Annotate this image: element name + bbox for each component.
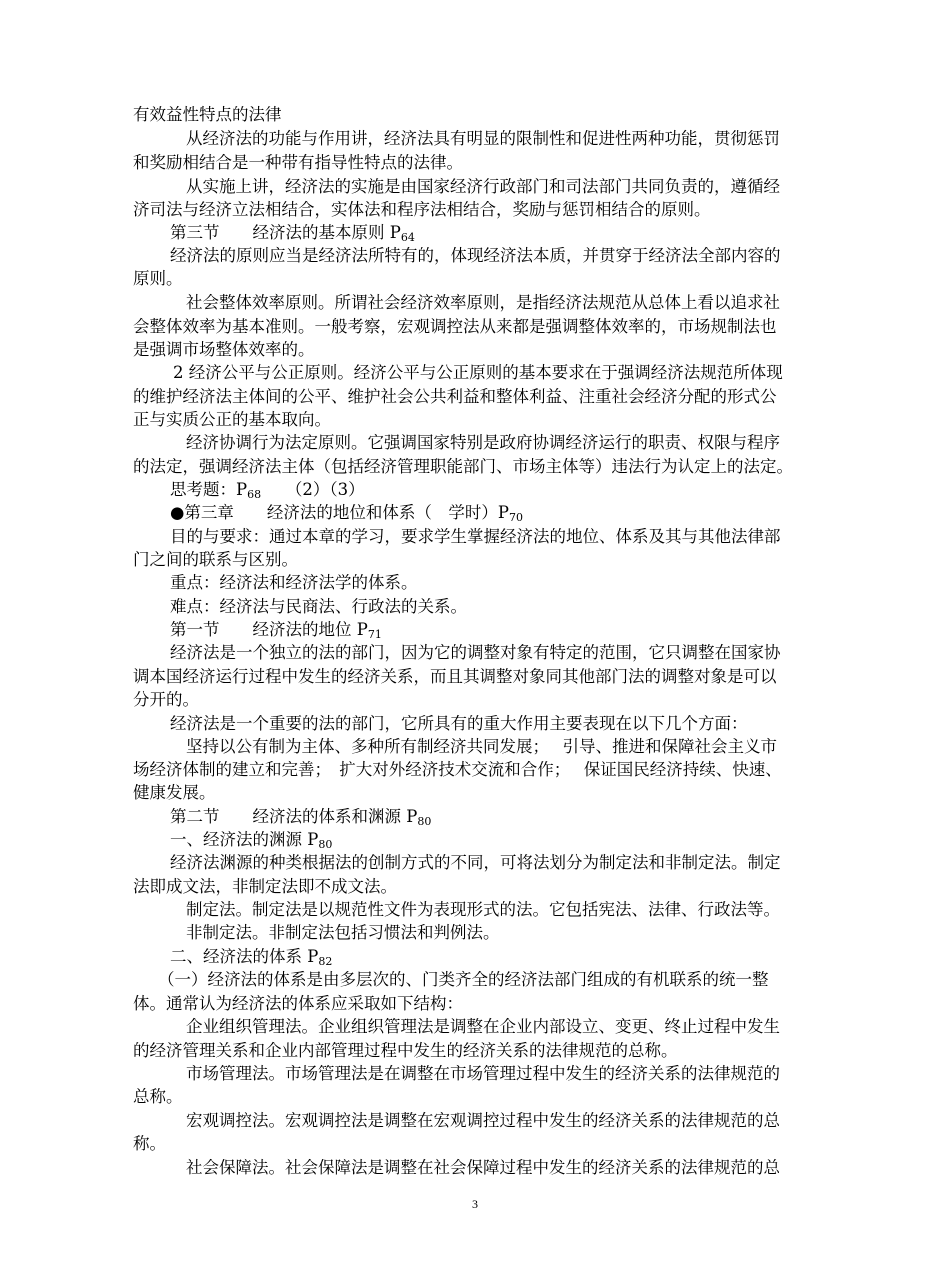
text-line: 场经济体制的建立和完善； 扩大对外经济技术交流和合作； 保证国民经济持续、快速、 [133, 760, 782, 779]
text-line: 是强调市场整体效率的。 [133, 340, 315, 359]
subsection-heading: 二、经济法的体系 $P_{82}$ [170, 947, 333, 968]
subsection-heading: 一、经济法的渊源 $P_{80}$ [170, 830, 333, 851]
text-line: 经济法是一个重要的法的部门，它所具有的重大作用主要表现在以下几个方面： [170, 714, 748, 733]
text-line: 体。通常认为经济法的体系应采取如下结构： [133, 994, 463, 1013]
text-line: 坚持以公有制为主体、多种所有制经济共同发展； 引导、推进和保障社会主义市 [186, 737, 777, 756]
text-line: 会整体效率为基本准则。一般考察，宏观调控法从来都是强调整体效率的，市场规制法也 [133, 317, 777, 336]
text-line: 的维护经济法主体间的公平、维护社会公共利益和整体利益、注重社会经济分配的形式公 [133, 387, 777, 406]
text-line: 企业组织管理法。企业组织管理法是调整在企业内部设立、变更、终止过程中发生 [186, 1017, 780, 1036]
text-line: 经济法渊源的种类根据法的创制方式的不同，可将法划分为制定法和非制定法。制定 [170, 853, 781, 872]
text-line: 难点：经济法与民商法、行政法的关系。 [170, 597, 467, 616]
text-line: 健康发展。 [133, 783, 216, 802]
text-line: 法即成文法，非制定法即不成文法。 [133, 877, 397, 896]
text-line: 经济协调行为法定原则。它强调国家特别是政府协调经济运行的职责、权限与程序 [186, 433, 780, 452]
text-line: 市场管理法。市场管理法是在调整在市场管理过程中发生的经济关系的法律规范的 [186, 1064, 780, 1083]
page-number: 3 [472, 1197, 478, 1211]
text-line: 总称。 [133, 1087, 183, 1106]
text-line: 的经济管理关系和企业内部管理过程中发生的经济关系的法律规范的总称。 [133, 1041, 678, 1060]
text-line: 调本国经济运行过程中发生的经济关系，而且其调整对象同其他部门法的调整对象是可以 [133, 667, 777, 686]
text-line: 分开的。 [133, 690, 199, 709]
text-line: 非制定法。非制定法包括习惯法和判例法。 [186, 923, 500, 942]
chapter-heading: ●第三章 经济法的地位和体系（ 学时）$P_{70}$ [170, 503, 523, 524]
text-line: 从实施上讲，经济法的实施是由国家经济行政部门和司法部门共同负责的，遵循经 [186, 177, 780, 196]
text-line: 称。 [133, 1134, 166, 1153]
text-line: 从经济法的功能与作用讲，经济法具有明显的限制性和促进性两种功能，贯彻惩罚 [186, 129, 780, 148]
text-line: 门之间的联系与区别。 [133, 550, 298, 569]
text-line: 制定法。制定法是以规范性文件为表现形式的法。它包括宪法、法律、行政法等。 [186, 900, 780, 919]
text-line: 重点：经济法和经济法学的体系。 [170, 573, 418, 592]
text-line: 2 经济公平与公正原则。经济公平与公正原则的基本要求在于强调经济法规范所体现 [173, 363, 783, 382]
text-line: 的法定，强调经济法主体（包括经济管理职能部门、市场主体等）违法行为认定上的法定。 [133, 457, 793, 476]
text-line: 经济法是一个独立的法的部门，因为它的调整对象有特定的范围，它只调整在国家协 [170, 643, 781, 662]
text-line: 目的与要求：通过本章的学习，要求学生掌握经济法的地位、体系及其与其他法律部 [170, 527, 781, 546]
exercise-line: 思考题：$P_{68}$ （2）（3） [170, 480, 365, 501]
text-line: 正与实质公正的基本取向。 [133, 410, 331, 429]
text-line: （一）经济法的体系是由多层次的、门类齐全的经济法部门组成的有机联系的统一整 [158, 970, 769, 989]
text-line: 有效益性特点的法律 [133, 105, 282, 124]
section-heading: 第一节 经济法的地位 $P_{71}$ [170, 620, 382, 641]
text-line: 和奖励相结合是一种带有指导性特点的法律。 [133, 153, 463, 172]
section-heading: 第二节 经济法的体系和渊源 $P_{80}$ [170, 807, 432, 828]
text-line: 原则。 [133, 269, 183, 288]
text-line: 社会整体效率原则。所谓社会经济效率原则，是指经济法规范从总体上看以追求社 [186, 293, 780, 312]
text-line: 宏观调控法。宏观调控法是调整在宏观调控过程中发生的经济关系的法律规范的总 [186, 1111, 780, 1130]
text-line: 济司法与经济立法相结合，实体法和程序法相结合，奖励与惩罚相结合的原则。 [133, 200, 711, 219]
text-line: 经济法的原则应当是经济法所特有的，体现经济法本质，并贯穿于经济法全部内容的 [170, 246, 781, 265]
text-line: 社会保障法。社会保障法是调整在社会保障过程中发生的经济关系的法律规范的总 [186, 1158, 780, 1177]
section-heading: 第三节 经济法的基本原则 $P_{64}$ [170, 223, 415, 244]
